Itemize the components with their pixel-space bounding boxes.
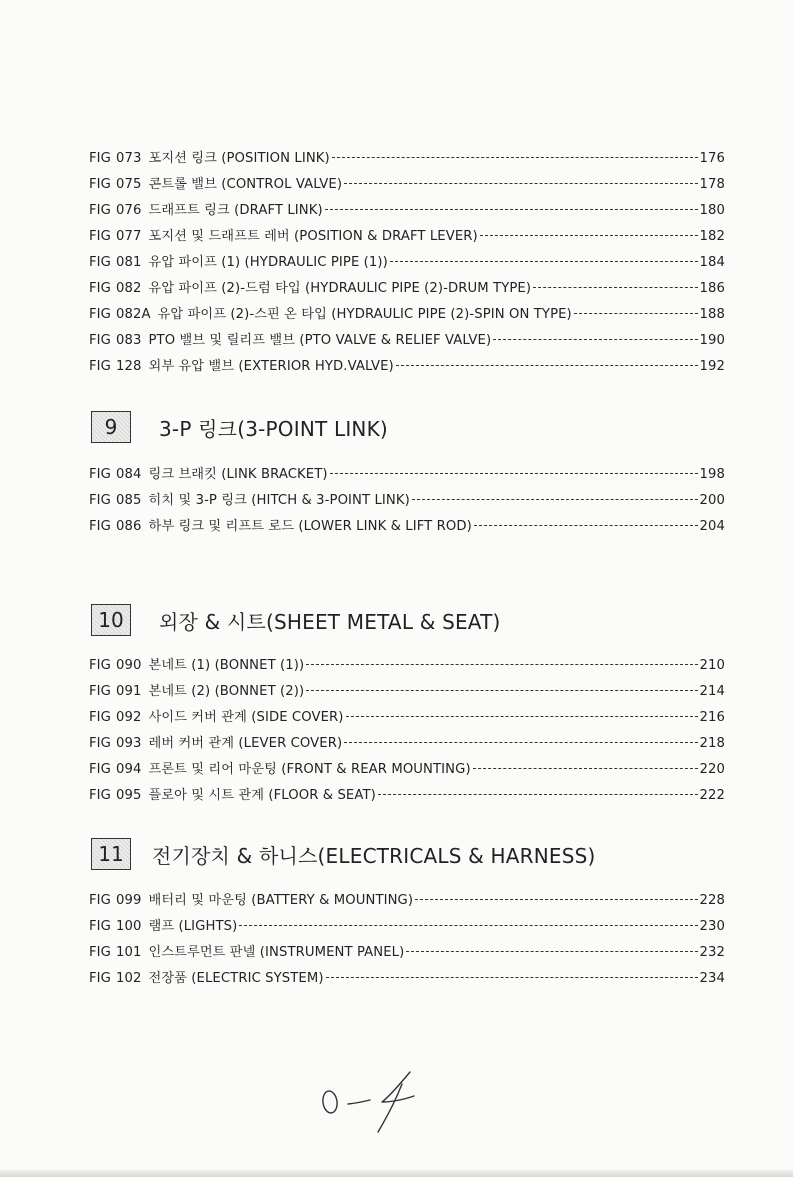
page-number: 210 xyxy=(699,658,725,673)
fig-number: 083 xyxy=(116,333,142,348)
page-number: 228 xyxy=(699,893,725,908)
page-number: 216 xyxy=(699,710,725,725)
page-number: 234 xyxy=(699,971,725,986)
toc-row xyxy=(89,354,725,380)
fig-title: 유압 파이프 (2)-드럼 타입 (HYDRAULIC PIPE (2)-DRUM TYPE) xyxy=(148,281,532,296)
fig-title: 유압 파이프 (1) (HYDRAULIC PIPE (1)) xyxy=(148,255,388,270)
fig-title: 링크 브래킷 (LINK BRACKET) xyxy=(148,467,328,482)
fig-title: 프론트 및 리어 마운팅 (FRONT & REAR MOUNTING) xyxy=(148,762,471,777)
toc-row xyxy=(89,276,725,302)
fig-number: 092 xyxy=(116,710,142,725)
toc-row xyxy=(89,514,725,540)
fig-label: FIG xyxy=(89,229,111,244)
dash-leader xyxy=(378,793,698,795)
toc-row xyxy=(89,328,725,354)
fig-title: 하부 링크 및 리프트 로드 (LOWER LINK & LIFT ROD) xyxy=(148,519,472,534)
fig-number: 102 xyxy=(116,971,142,986)
fig-number: 082A xyxy=(116,307,151,322)
fig-label: FIG xyxy=(89,945,111,960)
dash-leader xyxy=(574,312,698,314)
dash-leader xyxy=(325,208,698,210)
fig-label: FIG xyxy=(89,359,111,374)
page-number: 192 xyxy=(699,359,725,374)
fig-number: 100 xyxy=(116,919,142,934)
fig-number: 077 xyxy=(116,229,142,244)
page-number: 200 xyxy=(699,493,725,508)
fig-number: 081 xyxy=(116,255,142,270)
page-number: 184 xyxy=(699,255,725,270)
fig-number: 091 xyxy=(116,684,142,699)
fig-label: FIG xyxy=(89,893,111,908)
dash-leader xyxy=(415,898,697,900)
toc-row xyxy=(89,888,725,914)
fig-number: 086 xyxy=(116,519,142,534)
fig-title: 레버 커버 관계 (LEVER COVER) xyxy=(148,736,343,751)
fig-label: FIG xyxy=(89,658,111,673)
toc-row xyxy=(89,653,725,679)
dash-leader xyxy=(412,498,698,500)
toc-row xyxy=(89,731,725,757)
fig-title: 외부 유압 밸브 (EXTERIOR HYD.VALVE) xyxy=(148,359,394,374)
dash-leader xyxy=(344,182,697,184)
page-number: 214 xyxy=(699,684,725,699)
fig-label: FIG xyxy=(89,919,111,934)
fig-label: FIG xyxy=(89,255,111,270)
fig-number: 093 xyxy=(116,736,142,751)
fig-number: 076 xyxy=(116,203,142,218)
toc-row xyxy=(89,488,725,514)
page-number: 188 xyxy=(699,307,725,322)
fig-number: 090 xyxy=(116,658,142,673)
dash-leader xyxy=(390,260,698,262)
fig-title: 유압 파이프 (2)-스핀 온 타입 (HYDRAULIC PIPE (2)-SPIN ON TYPE) xyxy=(157,307,572,322)
dash-leader xyxy=(396,364,698,366)
fig-label: FIG xyxy=(89,788,111,803)
toc-row xyxy=(89,757,725,783)
scan-edge xyxy=(0,1170,793,1177)
fig-number: 095 xyxy=(116,788,142,803)
fig-label: FIG xyxy=(89,281,111,296)
fig-label: FIG xyxy=(89,971,111,986)
toc-group-electricals xyxy=(89,888,725,992)
fig-label: FIG xyxy=(89,762,111,777)
page-number: 220 xyxy=(699,762,725,777)
dash-leader xyxy=(239,924,697,926)
toc-row xyxy=(89,302,725,328)
fig-label: FIG xyxy=(89,307,111,322)
fig-title: PTO 밸브 및 릴리프 밸브 (PTO VALVE & RELIEF VALVE) xyxy=(148,333,492,348)
section-number-box: 11 xyxy=(91,838,131,870)
section-title: 전기장치 & 하니스(ELECTRICALS & HARNESS) xyxy=(152,843,596,868)
toc-row xyxy=(89,940,725,966)
section-heading xyxy=(91,411,388,443)
toc-row xyxy=(89,172,725,198)
fig-number: 082 xyxy=(116,281,142,296)
dash-leader xyxy=(344,741,697,743)
fig-title: 히치 및 3-P 링크 (HITCH & 3-POINT LINK) xyxy=(148,493,410,508)
dash-leader xyxy=(406,950,697,952)
fig-title: 포지션 및 드래프트 레버 (POSITION & DRAFT LEVER) xyxy=(148,229,478,244)
section-number-box: 9 xyxy=(91,411,131,443)
fig-label: FIG xyxy=(89,736,111,751)
page-number: 178 xyxy=(699,177,725,192)
dash-leader xyxy=(346,715,698,717)
fig-title: 포지션 링크 (POSITION LINK) xyxy=(148,151,330,166)
dash-leader xyxy=(493,338,697,340)
fig-title: 인스트루먼트 판넬 (INSTRUMENT PANEL) xyxy=(148,945,405,960)
page-number: 190 xyxy=(699,333,725,348)
fig-title: 전장품 (ELECTRIC SYSTEM) xyxy=(148,971,324,986)
fig-title: 드래프트 링크 (DRAFT LINK) xyxy=(148,203,323,218)
section-title: 3-P 링크(3-POINT LINK) xyxy=(159,416,388,441)
page-number: 232 xyxy=(699,945,725,960)
toc-group-hydraulics xyxy=(89,146,725,380)
page-number: 222 xyxy=(699,788,725,803)
fig-title: 본네트 (1) (BONNET (1)) xyxy=(148,658,305,673)
dash-leader xyxy=(330,472,698,474)
dash-leader xyxy=(474,524,698,526)
section-heading xyxy=(91,604,501,636)
dash-leader xyxy=(533,286,697,288)
fig-title: 배터리 및 마운팅 (BATTERY & MOUNTING) xyxy=(148,893,414,908)
toc-row xyxy=(89,462,725,488)
toc-group-3point-link xyxy=(89,462,725,540)
toc-row xyxy=(89,783,725,809)
fig-title: 플로아 및 시트 관계 (FLOOR & SEAT) xyxy=(148,788,376,803)
fig-label: FIG xyxy=(89,493,111,508)
toc-row xyxy=(89,679,725,705)
fig-number: 094 xyxy=(116,762,142,777)
toc-row xyxy=(89,198,725,224)
fig-label: FIG xyxy=(89,684,111,699)
fig-label: FIG xyxy=(89,177,111,192)
fig-number: 084 xyxy=(116,467,142,482)
toc-row xyxy=(89,250,725,276)
fig-number: 099 xyxy=(116,893,142,908)
toc-row xyxy=(89,224,725,250)
fig-number: 128 xyxy=(116,359,142,374)
handwritten-page-mark xyxy=(318,1062,428,1137)
page-number: 186 xyxy=(699,281,725,296)
fig-number: 073 xyxy=(116,151,142,166)
page-number: 180 xyxy=(699,203,725,218)
page-number: 218 xyxy=(699,736,725,751)
fig-number: 075 xyxy=(116,177,142,192)
page-number: 182 xyxy=(699,229,725,244)
dash-leader xyxy=(473,767,698,769)
fig-number: 101 xyxy=(116,945,142,960)
fig-title: 램프 (LIGHTS) xyxy=(148,919,238,934)
dash-leader xyxy=(306,663,697,665)
section-number-box: 10 xyxy=(91,604,131,636)
fig-label: FIG xyxy=(89,203,111,218)
page-number: 198 xyxy=(699,467,725,482)
fig-label: FIG xyxy=(89,333,111,348)
toc-row xyxy=(89,914,725,940)
toc-row xyxy=(89,705,725,731)
section-title: 외장 & 시트(SHEET METAL & SEAT) xyxy=(159,609,501,634)
fig-label: FIG xyxy=(89,151,111,166)
dash-leader xyxy=(306,689,697,691)
toc-row xyxy=(89,146,725,172)
dash-leader xyxy=(480,234,698,236)
fig-number: 085 xyxy=(116,493,142,508)
dash-leader xyxy=(332,156,698,158)
fig-label: FIG xyxy=(89,467,111,482)
dash-leader xyxy=(326,976,698,978)
section-heading xyxy=(91,838,596,870)
fig-title: 콘트롤 밸브 (CONTROL VALVE) xyxy=(148,177,343,192)
page-number: 204 xyxy=(699,519,725,534)
fig-title: 사이드 커버 관계 (SIDE COVER) xyxy=(148,710,344,725)
toc-group-sheet-metal xyxy=(89,653,725,809)
fig-label: FIG xyxy=(89,710,111,725)
fig-title: 본네트 (2) (BONNET (2)) xyxy=(148,684,305,699)
fig-label: FIG xyxy=(89,519,111,534)
page-number: 230 xyxy=(699,919,725,934)
toc-row xyxy=(89,966,725,992)
page-number: 176 xyxy=(699,151,725,166)
